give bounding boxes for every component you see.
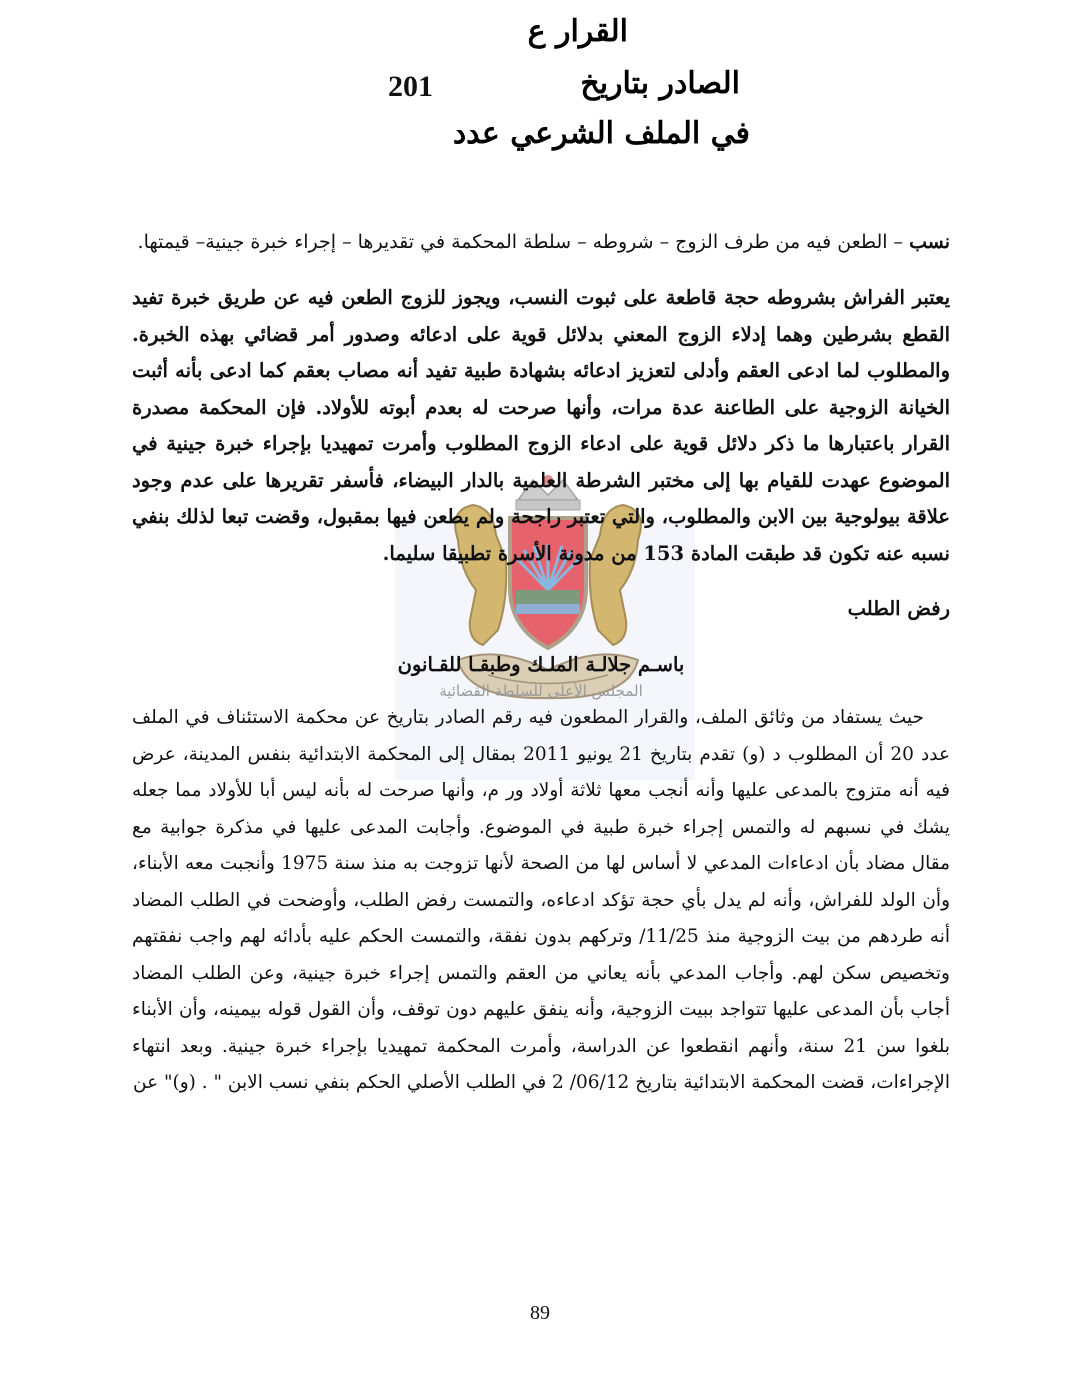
decision-summary bbox=[132, 226, 950, 259]
decision-number-label: القرار ع bbox=[527, 14, 628, 49]
case-facts-text: حيث يستفاد من وثائق الملف، والقرار المطعون فيه رقم الصادر بتاريخ عن محكمة الاستئناف في الملف عدد 20 أن المطلوب د (و) تقدم بتاريخ 21 يونيو 2011 بمقال إلى المحكمة الابتدائية بنفس المدينة، عرض فيه أنه متزوج بالمدعى عليها وأنه أنجب معها ثلاثة أولاد ور م، وأنها صرحت له بأنه ليس أبا للأولاد مما جعله يشك في نسبهم له والتمس إجراء خبرة طبية في الموضوع. وأجابت المدعى عليها في مذكرة جوابية مع مقال مضاد بأن ادعاءات المدعي لا أساس لها من الصحة لأنها تزوجت به منذ سنة 1975 وأنجبت معه الأبناء، وأن الولد للفراش، وأنه لم يدل بأي حجة تؤكد ادعاءه، والتمست رفض الطلب، وأوضحت في الطلب المضاد أنه طردهم من بيت الزوجية منذ 11/25/ وتركهم بدون نفقة، والتمست الحكم عليه بأدائه لهم واجب نفقتهم وتخصيص سكن لهم. وأجاب المدعي بأنه يعاني من العقم والتمس إجراء خبرة جينية، وعن الطلب المضاد أجاب بأن المدعى عليها تتواجد ببيت الزوجية، وأنه ينفق عليهم دون توقف، وأن القول قوله بيمينه، وأن الأبناء بلغوا سن 21 سنة، وأنهم انقطعوا عن الدراسة، وأمرت المحكمة تمهيديا بإجراء خبرة جينية. وبعد انتهاء الإجراءات، قضت المحكمة الابتدائية بتاريخ 06/12/ 2 في الطلب الأصلي الحكم بنفي نسب الابن " . (و)" عن bbox=[132, 707, 950, 1093]
summary-keyword: نسب bbox=[909, 231, 950, 253]
decision-header bbox=[0, 0, 1080, 170]
summary-text: – الطعن فيه من طرف الزوج – شروطه – سلطة المحكمة في تقديرها – إجراء خبرة جينية– قيمتها. bbox=[137, 231, 910, 253]
file-number-label: في الملف الشرعي عدد bbox=[452, 116, 750, 151]
case-facts bbox=[132, 700, 950, 1102]
issued-on-label: الصادر بتاريخ bbox=[580, 66, 740, 101]
decision-outcome: رفض الطلب bbox=[847, 597, 950, 620]
legal-principle: يعتبر الفراش بشروطه حجة قاطعة على ثبوت النسب، ويجوز للزوج الطعن فيه عن طريق خبرة تفيد القطع بشرطين وهما إدلاء الزوج المعني بدلائل قوية على ادعائه وصدور أمر قضائي بهذه الخبرة. والمطلوب لما ادعى العقم وأدلى لتعزيز ادعائه بشهادة طبية تفيد أنه مصاب بعقم كما ادعى بأنه أثبت الخيانة الزوجية على الطاعنة عدة مرات، وأنها صرحت له بعدم أبوته للأولاد. فإن المحكمة مصدرة القرار باعتبارها ما ذكر دلائل قوية على ادعاء الزوج المطلوب وأمرت تمهيديا بإجراء خبرة جينية في الموضوع عهدت للقيام بها إلى مختبر الشرطة العلمية بالدار البيضاء، فأسفر تقريرها على عدم وجود علاقة بيولوجية بين الابن والمطلوب، والتي تعتبر راجحة ولم يطعن فيها بمقبول، وقضت تبعا لذلك بنفي نسبه عنه تكون قد طبقت المادة 153 من مدونة الأسرة تطبيقا سليما. bbox=[132, 286, 950, 565]
issued-year: 201 bbox=[388, 70, 433, 103]
decision-body bbox=[132, 226, 950, 1102]
page-number: 89 bbox=[530, 1302, 550, 1324]
invocation-heading: باسـم جلالـة الملـك وطبقـا للقـانون bbox=[397, 653, 685, 676]
watermark-institution: المجلس الأعلى للسلطة القضائية bbox=[439, 682, 643, 700]
